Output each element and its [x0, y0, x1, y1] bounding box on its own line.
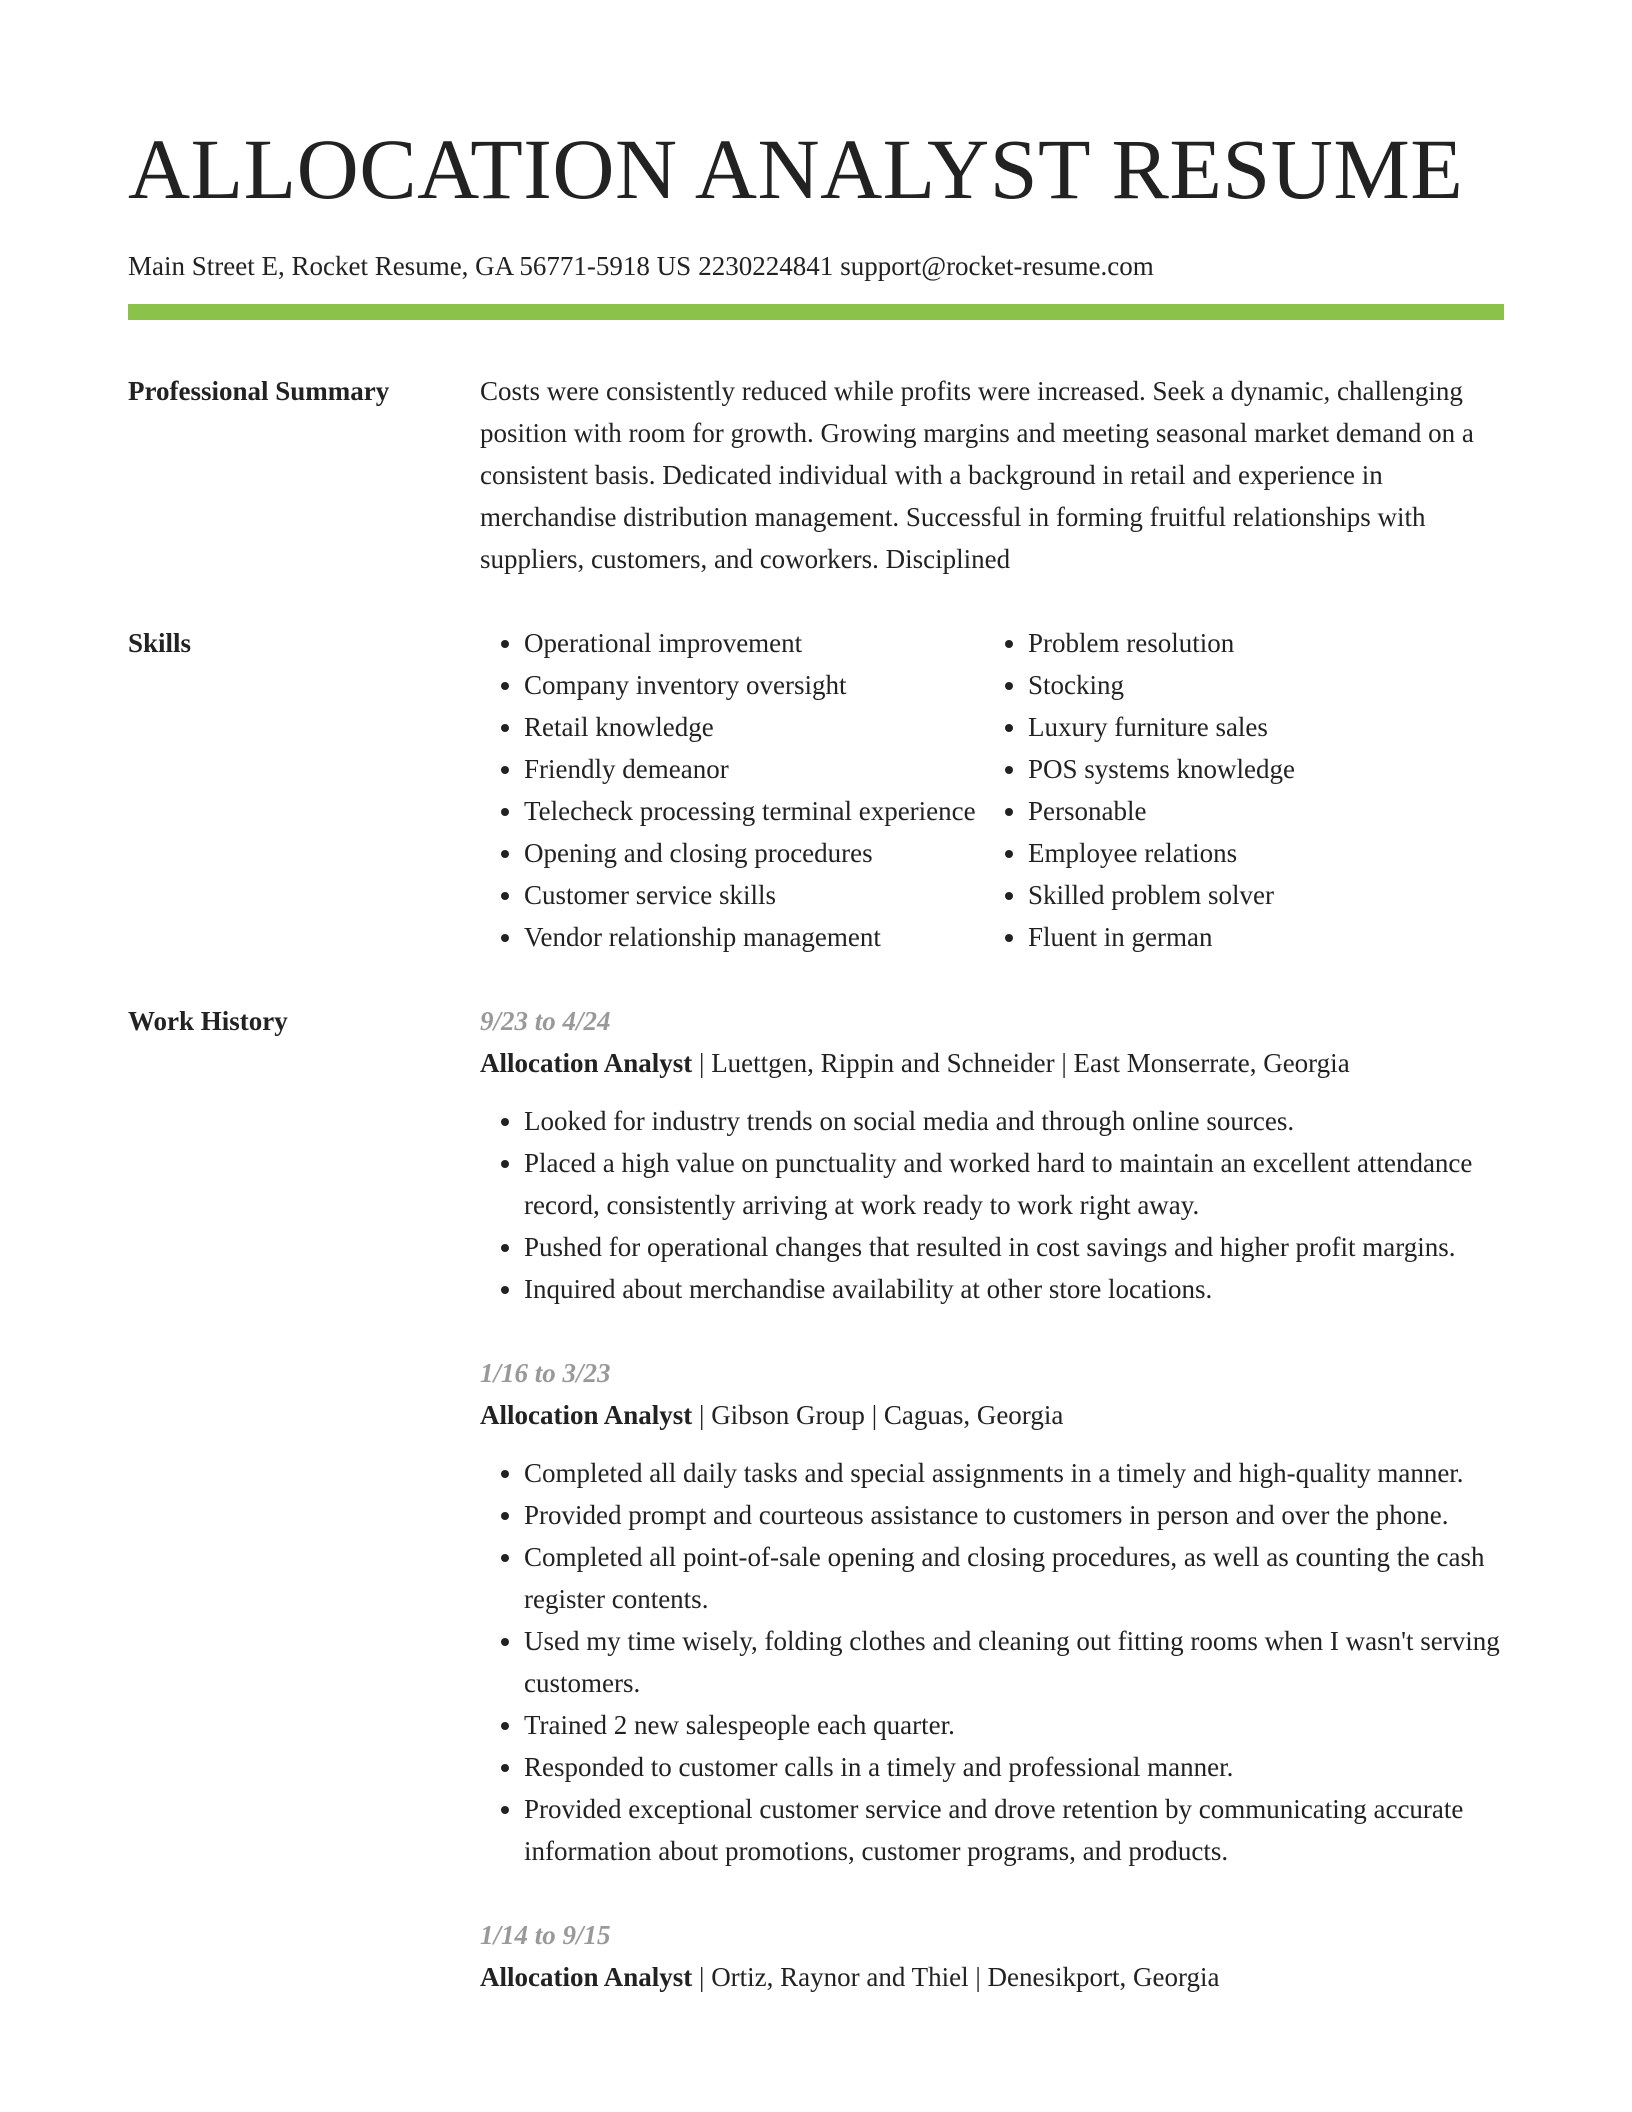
job-entry	[480, 1914, 1504, 1998]
skill-item: • Telecheck processing terminal experience	[524, 790, 984, 832]
work-history-section	[128, 1000, 1504, 1998]
resume-page	[128, 0, 1504, 1998]
separator: |	[692, 1048, 712, 1078]
header-divider	[128, 304, 1504, 320]
job-entry	[480, 1000, 1504, 1310]
skills-section	[128, 622, 1504, 958]
job-dates: 9/23 to 4/24	[480, 1006, 611, 1036]
section-heading-skills: Skills	[128, 628, 192, 658]
job-title: Allocation Analyst	[480, 1048, 693, 1078]
phone: 2230224841	[698, 251, 834, 281]
job-bullet: • Trained 2 new salespeople each quarter.	[524, 1704, 1504, 1746]
skill-item: • Customer service skills	[524, 874, 984, 916]
job-header	[480, 1394, 1504, 1436]
job-list	[480, 1000, 1504, 1998]
job-bullet: • Placed a high value on punctuality and worked hard to maintain an excellent attendance record, consistently arriving at work ready to work right away.	[524, 1142, 1504, 1226]
skill-item: • Problem resolution	[1028, 622, 1504, 664]
job-location: Caguas, Georgia	[883, 1400, 1064, 1430]
skill-item: • Opening and closing procedures	[524, 832, 984, 874]
job-title: Allocation Analyst	[480, 1400, 693, 1430]
job-bullet: • Provided exceptional customer service and drove retention by communicating accurate information about promotions, customer programs, and products.	[524, 1788, 1504, 1872]
skill-item: • Vendor relationship management	[524, 916, 984, 958]
job-header	[480, 1956, 1504, 1998]
skill-item: • Company inventory oversight	[524, 664, 984, 706]
skill-item: • Skilled problem solver	[1028, 874, 1504, 916]
job-location: Denesikport, Georgia	[987, 1962, 1220, 1992]
separator: |	[1054, 1048, 1074, 1078]
skill-item: • Friendly demeanor	[524, 748, 984, 790]
job-location: East Monserrate, Georgia	[1073, 1048, 1350, 1078]
job-company: Ortiz, Raynor and Thiel	[711, 1962, 969, 1992]
summary-section	[128, 370, 1504, 580]
skills-list-left	[480, 622, 984, 958]
job-header	[480, 1042, 1504, 1084]
job-bullet: • Used my time wisely, folding clothes and cleaning out fitting rooms when I wasn't serving customers.	[524, 1620, 1504, 1704]
email: support@rocket-resume.com	[840, 251, 1154, 281]
section-heading-work-history: Work History	[128, 1006, 288, 1036]
summary-text: Costs were consistently reduced while profits were increased. Seek a dynamic, challenging position with room for growth. Growing margins and meeting seasonal market demand on a consistent basis. Dedicated individual with a background in retail and experience in merchandise distribution management. Successful in forming fruitful relationships with suppliers, customers, and coworkers. Disciplined	[480, 376, 1474, 574]
job-company: Gibson Group	[711, 1400, 865, 1430]
skill-item: • Retail knowledge	[524, 706, 984, 748]
skill-item: • Employee relations	[1028, 832, 1504, 874]
job-bullet: • Pushed for operational changes that resulted in cost savings and higher profit margins.	[524, 1226, 1504, 1268]
job-bullet: • Completed all daily tasks and special assignments in a timely and high-quality manner.	[524, 1452, 1504, 1494]
skills-list-right	[984, 622, 1504, 958]
job-bullet: • Provided prompt and courteous assistance to customers in person and over the phone.	[524, 1494, 1504, 1536]
job-dates: 1/14 to 9/15	[480, 1920, 611, 1950]
separator: |	[692, 1962, 712, 1992]
skill-item: • Luxury furniture sales	[1028, 706, 1504, 748]
job-dates: 1/16 to 3/23	[480, 1358, 611, 1388]
page-title: ALLOCATION ANALYST RESUME	[128, 121, 1464, 217]
job-bullet: • Completed all point-of-sale opening and closing procedures, as well as counting the cash register contents.	[524, 1536, 1504, 1620]
job-title: Allocation Analyst	[480, 1962, 693, 1992]
job-bullets	[480, 1452, 1504, 1872]
job-bullet: • Looked for industry trends on social media and through online sources.	[524, 1100, 1504, 1142]
skill-item: • POS systems knowledge	[1028, 748, 1504, 790]
skill-item: • Operational improvement	[524, 622, 984, 664]
section-heading-summary: Professional Summary	[128, 376, 390, 406]
job-bullet: • Inquired about merchandise availability at other store locations.	[524, 1268, 1504, 1310]
skill-item: • Stocking	[1028, 664, 1504, 706]
job-bullets	[480, 1100, 1504, 1310]
job-bullet: • Responded to customer calls in a timely and professional manner.	[524, 1746, 1504, 1788]
job-entry	[480, 1352, 1504, 1872]
skill-item: • Personable	[1028, 790, 1504, 832]
contact-line	[128, 248, 1504, 284]
separator: |	[968, 1962, 988, 1992]
address: Main Street E, Rocket Resume, GA 56771-5918 US	[128, 251, 692, 281]
separator: |	[692, 1400, 712, 1430]
separator: |	[864, 1400, 884, 1430]
skill-item: • Fluent in german	[1028, 916, 1504, 958]
job-company: Luettgen, Rippin and Schneider	[711, 1048, 1055, 1078]
